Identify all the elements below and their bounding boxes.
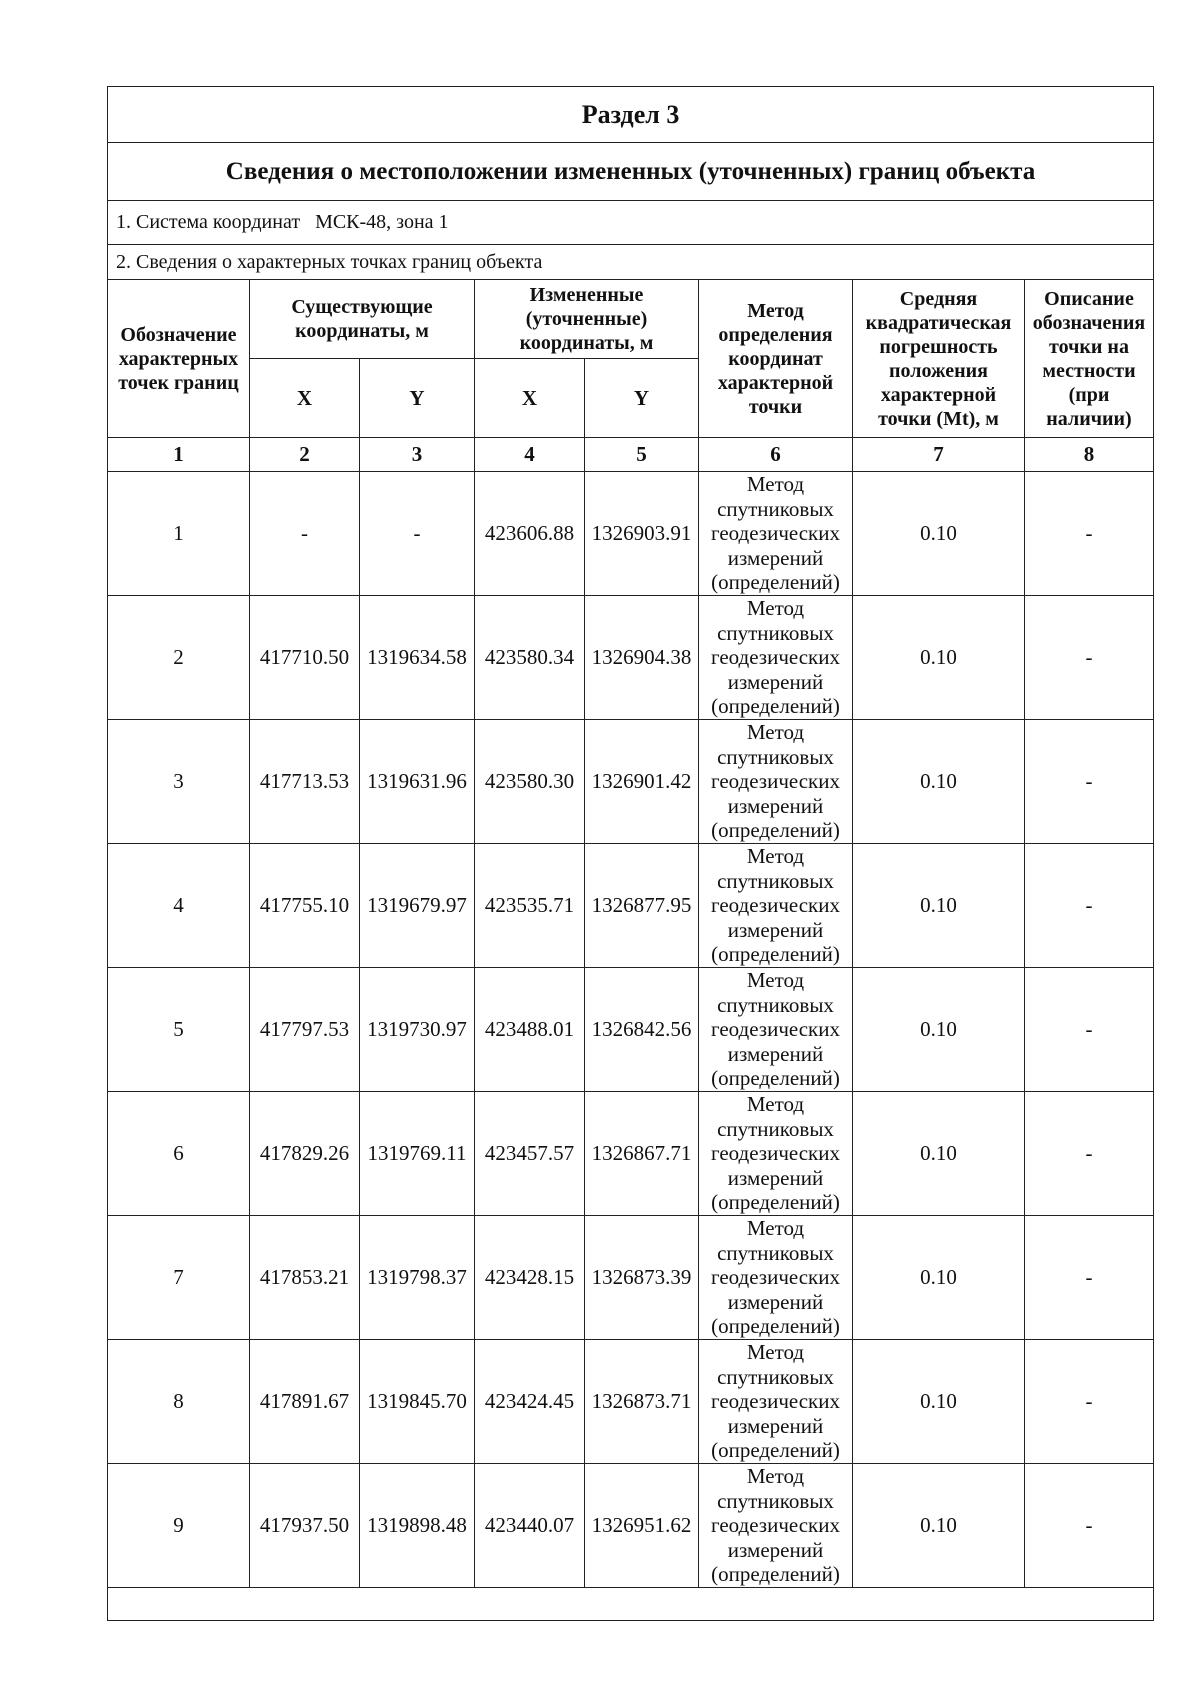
column-number-row <box>108 438 1154 472</box>
column-number: 4 <box>475 438 585 472</box>
changed-y: 1326903.91 <box>585 472 699 596</box>
existing-x: 417755.10 <box>250 844 360 968</box>
point-description: - <box>1025 1216 1154 1340</box>
point-designation: 7 <box>108 1216 250 1340</box>
mean-square-error: 0.10 <box>853 472 1025 596</box>
table-row <box>108 596 1154 720</box>
existing-x: 417829.26 <box>250 1092 360 1216</box>
point-description: - <box>1025 1092 1154 1216</box>
method-cell: Метод спутниковых геодезических измерений (определений) <box>699 1340 853 1464</box>
existing-x: - <box>250 472 360 596</box>
coordinate-system-row <box>108 201 1154 245</box>
existing-y: 1319631.96 <box>360 720 475 844</box>
mean-square-error: 0.10 <box>853 1092 1025 1216</box>
empty-cell <box>108 1588 1154 1621</box>
existing-x: 417713.53 <box>250 720 360 844</box>
changed-y: 1326951.62 <box>585 1464 699 1588</box>
column-number: 7 <box>853 438 1025 472</box>
mean-square-error: 0.10 <box>853 1340 1025 1464</box>
method-cell: Метод спутниковых геодезических измерений (определений) <box>699 844 853 968</box>
existing-x: 417937.50 <box>250 1464 360 1588</box>
changed-y: 1326867.71 <box>585 1092 699 1216</box>
method-cell: Метод спутниковых геодезических измерений (определений) <box>699 1216 853 1340</box>
section-title: Раздел 3 <box>108 87 1154 143</box>
point-designation: 2 <box>108 596 250 720</box>
table-row <box>108 1092 1154 1216</box>
existing-x: 417891.67 <box>250 1340 360 1464</box>
mean-square-error: 0.10 <box>853 1464 1025 1588</box>
header-description: Описание обозначения точки на местности (при наличии) <box>1025 280 1154 438</box>
point-description: - <box>1025 596 1154 720</box>
point-designation: 5 <box>108 968 250 1092</box>
section-subtitle: Сведения о местоположении измененных (уточненных) границ объекта <box>108 143 1154 201</box>
column-number: 5 <box>585 438 699 472</box>
method-cell: Метод спутниковых геодезических измерений (определений) <box>699 472 853 596</box>
existing-x: 417710.50 <box>250 596 360 720</box>
changed-x: 423428.15 <box>475 1216 585 1340</box>
changed-y: 1326842.56 <box>585 968 699 1092</box>
changed-x: 423580.30 <box>475 720 585 844</box>
header-existing-coordinates: Существующие координаты, м <box>250 280 475 359</box>
point-description: - <box>1025 1340 1154 1464</box>
existing-x: 417797.53 <box>250 968 360 1092</box>
table-row <box>108 1216 1154 1340</box>
coordinate-system-value: МСК-48, зона 1 <box>315 211 449 233</box>
changed-x: 423440.07 <box>475 1464 585 1588</box>
point-description: - <box>1025 720 1154 844</box>
table-row <box>108 472 1154 596</box>
changed-y: 1326904.38 <box>585 596 699 720</box>
changed-y: 1326873.39 <box>585 1216 699 1340</box>
changed-y: 1326873.71 <box>585 1340 699 1464</box>
section-3-table <box>107 86 1154 1621</box>
column-number: 8 <box>1025 438 1154 472</box>
changed-y: 1326877.95 <box>585 844 699 968</box>
existing-x: 417853.21 <box>250 1216 360 1340</box>
existing-y: 1319845.70 <box>360 1340 475 1464</box>
method-cell: Метод спутниковых геодезических измерений (определений) <box>699 968 853 1092</box>
changed-x: 423457.57 <box>475 1092 585 1216</box>
method-cell: Метод спутниковых геодезических измерений (определений) <box>699 720 853 844</box>
method-cell: Метод спутниковых геодезических измерений (определений) <box>699 1464 853 1588</box>
column-number: 2 <box>250 438 360 472</box>
point-designation: 4 <box>108 844 250 968</box>
header-existing-y: Y <box>360 359 475 438</box>
mean-square-error: 0.10 <box>853 844 1025 968</box>
point-designation: 6 <box>108 1092 250 1216</box>
point-description: - <box>1025 472 1154 596</box>
changed-x: 423488.01 <box>475 968 585 1092</box>
header-changed-y: Y <box>585 359 699 438</box>
point-designation: 1 <box>108 472 250 596</box>
point-description: - <box>1025 968 1154 1092</box>
changed-x: 423580.34 <box>475 596 585 720</box>
changed-x: 423535.71 <box>475 844 585 968</box>
header-mean-square-error: Средняя квадратическая погрешность положения характерной точки (Mt), м <box>853 280 1025 438</box>
header-method: Метод определения координат характерной точки <box>699 280 853 438</box>
point-designation: 3 <box>108 720 250 844</box>
mean-square-error: 0.10 <box>853 596 1025 720</box>
point-description: - <box>1025 1464 1154 1588</box>
mean-square-error: 0.10 <box>853 1216 1025 1340</box>
column-number: 3 <box>360 438 475 472</box>
header-existing-x: X <box>250 359 360 438</box>
header-changed-x: X <box>475 359 585 438</box>
column-number: 1 <box>108 438 250 472</box>
table-row <box>108 968 1154 1092</box>
existing-y: 1319898.48 <box>360 1464 475 1588</box>
existing-y: 1319730.97 <box>360 968 475 1092</box>
table-row <box>108 720 1154 844</box>
mean-square-error: 0.10 <box>853 968 1025 1092</box>
point-designation: 8 <box>108 1340 250 1464</box>
existing-y: 1319679.97 <box>360 844 475 968</box>
table-row <box>108 1464 1154 1588</box>
existing-y: 1319769.11 <box>360 1092 475 1216</box>
method-cell: Метод спутниковых геодезических измерений (определений) <box>699 596 853 720</box>
changed-x: 423606.88 <box>475 472 585 596</box>
table-row <box>108 844 1154 968</box>
empty-row <box>108 1588 1154 1621</box>
header-changed-coordinates: Измененные (уточненные) координаты, м <box>475 280 699 359</box>
header-designation: Обозначение характерных точек границ <box>108 280 250 438</box>
method-cell: Метод спутниковых геодезических измерений (определений) <box>699 1092 853 1216</box>
coordinate-system-label: 1. Система координат <box>116 211 301 233</box>
changed-y: 1326901.42 <box>585 720 699 844</box>
column-number: 6 <box>699 438 853 472</box>
mean-square-error: 0.10 <box>853 720 1025 844</box>
point-designation: 9 <box>108 1464 250 1588</box>
existing-y: 1319798.37 <box>360 1216 475 1340</box>
points-heading: 2. Сведения о характерных точках границ объекта <box>108 245 1154 280</box>
table-row <box>108 1340 1154 1464</box>
existing-y: 1319634.58 <box>360 596 475 720</box>
point-description: - <box>1025 844 1154 968</box>
existing-y: - <box>360 472 475 596</box>
changed-x: 423424.45 <box>475 1340 585 1464</box>
